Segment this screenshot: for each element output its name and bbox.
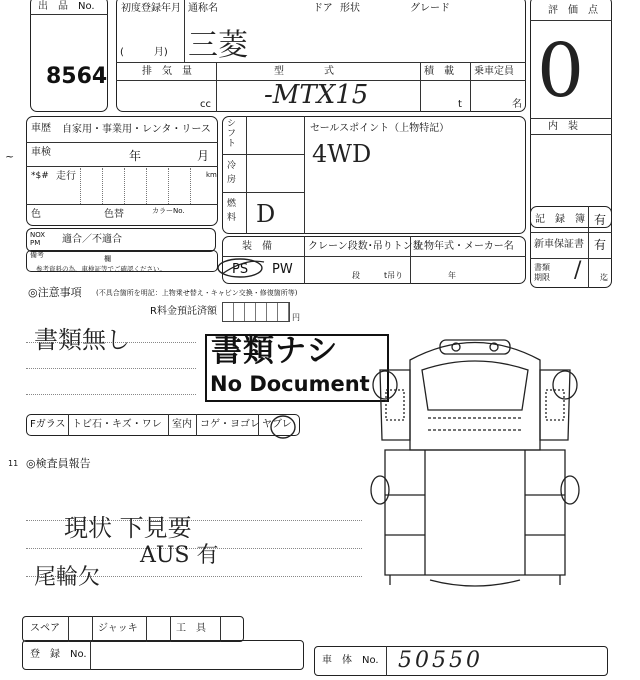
right-mirror — [553, 371, 577, 399]
wheel-rear-left — [371, 476, 389, 504]
recycle-unit: 円 — [292, 313, 300, 322]
truck-diagram — [370, 330, 580, 600]
crane-unit-1: 段 — [352, 271, 360, 280]
name-label: 通称名 — [188, 3, 218, 14]
sales-point-value: 4WD — [312, 140, 372, 168]
doc-deadline-value: / — [574, 258, 582, 283]
month-label: 月 — [197, 149, 210, 163]
recycle-digit-boxes — [222, 302, 290, 322]
fuel-value: D — [256, 200, 276, 228]
glass-f: Fガラス — [30, 419, 66, 430]
glass-interior: 室内 — [172, 419, 192, 430]
record-book-value: 有 — [594, 213, 607, 227]
upper-label: 上物年式・メーカー名 — [414, 241, 514, 252]
crane-label: クレーン段数･吊りトン数 — [308, 241, 423, 252]
sales-point-label: セールスポイント（上物特記） — [310, 123, 450, 134]
caution-sub: (不具合箇所を明記：上物乗せ替え・キャビン交換・修復箇所等) — [96, 289, 298, 297]
shift-label: シフト — [227, 119, 237, 149]
cab-outline — [410, 343, 540, 451]
handwritten-note: 書類無し — [34, 326, 130, 354]
bed-rails — [425, 450, 525, 575]
nox-options: 適合／不適合 — [62, 234, 122, 245]
year-label: 年 — [129, 149, 142, 163]
equip-ps: PS — [232, 262, 249, 277]
color-no-label: カラーNo. — [152, 207, 185, 215]
lot-number: 8564 — [46, 64, 108, 89]
crane-unit-2: t吊り — [384, 271, 404, 280]
shape-label: 形状 — [340, 3, 360, 14]
model-code: -MTX15 — [264, 80, 369, 110]
color-change-label: 色替 — [104, 209, 124, 220]
doc-deadline-unit: 迄 — [600, 273, 608, 282]
spare-label: スペア — [30, 623, 60, 634]
eval-label: 評 価 点 — [548, 5, 598, 16]
disclaimer: 参考資料の為、車検証等でご確認ください。 — [36, 265, 166, 273]
ac-label: 冷房 — [227, 161, 237, 185]
first-reg-month: ( 月) — [120, 47, 168, 58]
inspector-label: ◎検査員報告 — [26, 457, 91, 470]
capacity-label: 乗車定員 — [474, 66, 514, 77]
stamp-line2: No Document — [210, 372, 370, 396]
glass-tear: ヤブレ — [262, 419, 292, 430]
upper-year-unit: 年 — [448, 271, 456, 280]
history-label: 車歴 — [31, 123, 51, 134]
chassis-label: 車 体 No. — [322, 655, 379, 666]
left-margin-mark: ~ — [5, 150, 15, 163]
tailgate — [430, 580, 520, 586]
car-name: 三菱 — [188, 28, 248, 63]
interior-label: 内 装 — [548, 121, 578, 132]
capacity-unit: 名 — [512, 99, 522, 110]
record-book-label: 記 録 簿 — [535, 214, 585, 225]
glass-damage: トビ石・キズ・ワレ — [72, 419, 162, 430]
glass-stain: コゲ・ヨゴレ — [200, 419, 260, 430]
wheel-rear-right — [561, 476, 579, 504]
left-door — [380, 370, 410, 440]
inspector-line2: AUS 有 — [140, 543, 219, 568]
km-label: km — [206, 171, 217, 179]
load-label: 積 載 — [424, 66, 454, 77]
reg-no-label: 登 録 No. — [30, 649, 87, 660]
odometer-prefix: *$# — [31, 171, 49, 181]
jack-label: ジャッキ — [98, 623, 138, 634]
left-mirror — [373, 371, 397, 399]
right-door — [540, 370, 570, 440]
notes-label-1: 備考 — [30, 251, 44, 259]
warranty-label: 新車保証書 — [534, 239, 584, 250]
inspector-line3: 尾輪欠 — [34, 565, 101, 590]
cc-unit: cc — [200, 99, 211, 110]
warranty-value: 有 — [594, 238, 607, 252]
windshield — [422, 361, 528, 410]
inspector-line1: 現状 下見要 — [64, 514, 192, 542]
recycle-label: R料金預託済額 — [150, 306, 217, 317]
caution-label: ◎注意事項 — [28, 286, 82, 299]
inspector-margin-mark: 11 — [8, 459, 19, 468]
fuel-label: 燃料 — [227, 199, 237, 223]
load-unit: t — [458, 99, 462, 110]
odometer-label: 走行 — [56, 171, 76, 182]
eval-score: 0 — [537, 28, 585, 114]
door-label: ドア — [313, 3, 333, 14]
chassis-value: 50550 — [398, 648, 483, 673]
lot-label: 出 品 No. — [38, 1, 95, 12]
tool-label: 工 具 — [176, 623, 206, 634]
color-label: 色 — [31, 209, 41, 220]
history-options: 自家用・事業用・レンタ・リース — [62, 124, 211, 135]
inspection-label: 車検 — [31, 147, 51, 158]
displacement-label: 排 気 量 — [142, 66, 192, 77]
stamp-line1: 書類ナシ — [211, 333, 339, 369]
cargo-bed — [385, 450, 565, 575]
grade-label: グレード — [410, 3, 450, 14]
nox-label: NOX PM — [30, 231, 46, 248]
equip-label: 装 備 — [242, 241, 272, 252]
first-reg-label: 初度登録年月 — [121, 3, 181, 14]
lot-box — [30, 0, 108, 112]
doc-deadline-label: 書類 期限 — [534, 263, 550, 283]
equip-pw: PW — [272, 262, 293, 277]
notes-label-2: 欄 — [104, 255, 111, 263]
model-type-label: 型 式 — [274, 66, 334, 77]
